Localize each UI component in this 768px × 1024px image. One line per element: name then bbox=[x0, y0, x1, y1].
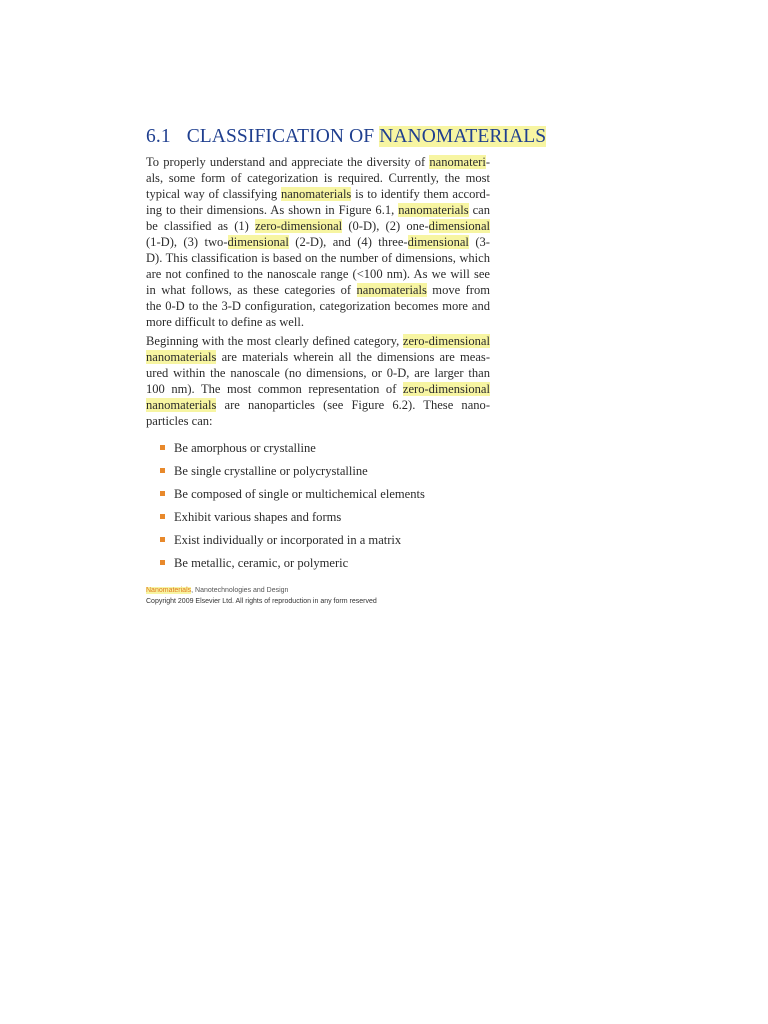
list-item bbox=[160, 555, 425, 578]
highlighted-term: nanomaterials bbox=[356, 283, 427, 298]
text-line bbox=[146, 170, 490, 186]
highlighted-term: zero-dimensional bbox=[402, 334, 490, 348]
text-line bbox=[146, 349, 490, 365]
text-line bbox=[146, 202, 490, 218]
text-segment: typical way of classifying bbox=[146, 187, 281, 202]
text-segment: is to identify them accord- bbox=[351, 187, 490, 202]
nanoparticle-properties-list bbox=[160, 440, 425, 579]
text-segment: ured within the nanoscale (no dimensions, or 0-D, are larger than bbox=[146, 366, 490, 381]
bullet-square-icon bbox=[160, 514, 165, 519]
text-segment: als bbox=[146, 171, 160, 186]
list-item bbox=[160, 532, 425, 555]
text-line bbox=[146, 186, 490, 202]
bullet-square-icon bbox=[160, 491, 165, 496]
bullet-square-icon bbox=[160, 537, 165, 542]
section-title-prefix: CLASSIFICATION OF bbox=[186, 126, 380, 147]
list-item bbox=[160, 486, 425, 509]
text-segment: 100 nm). The most common representation of bbox=[146, 382, 403, 397]
text-line bbox=[146, 154, 490, 170]
text-line bbox=[146, 234, 490, 250]
highlighted-term: nanomateri bbox=[429, 155, 486, 169]
text-line bbox=[146, 298, 490, 314]
list-item bbox=[160, 440, 425, 463]
list-item-text: Be single crystalline or polycrystalline bbox=[174, 464, 368, 479]
text-segment: - bbox=[485, 155, 490, 169]
text-line bbox=[146, 365, 490, 381]
highlighted-term: dimensional bbox=[428, 219, 491, 234]
book-title-line bbox=[146, 586, 377, 597]
section-number: 6.1 bbox=[146, 126, 171, 147]
text-segment: are nanoparticles (see Figure 6.2). These nano- bbox=[216, 398, 490, 413]
text-line bbox=[146, 413, 490, 429]
list-item bbox=[160, 463, 425, 486]
text-line bbox=[146, 282, 490, 298]
list-item bbox=[160, 509, 425, 532]
section-heading bbox=[146, 126, 546, 148]
bullet-square-icon bbox=[160, 445, 165, 450]
copyright-line: Copyright 2009 Elsevier Ltd. All rights of reproduction in any form reserved bbox=[146, 597, 377, 605]
highlighted-term: zero-dimensional bbox=[402, 382, 490, 397]
book-title-highlight: Nanomaterials bbox=[146, 587, 192, 594]
text-segment: (2-D), and (4) three- bbox=[288, 235, 408, 250]
text-segment: particles can: bbox=[146, 414, 213, 429]
paragraph-zero-dimensional bbox=[146, 333, 490, 429]
highlighted-term: dimensional bbox=[407, 235, 469, 250]
text-segment: ing to their dimensions. As shown in Figure 6.1, bbox=[146, 203, 399, 218]
text-segment: To properly understand and appreciate the diversity of bbox=[146, 155, 430, 169]
highlighted-term: dimensional bbox=[227, 235, 289, 250]
text-line bbox=[146, 381, 490, 397]
text-segment: , some form of categorization is required. Currently, the most bbox=[159, 171, 490, 186]
highlighted-term: nanomaterials bbox=[398, 203, 469, 218]
text-segment: be classified as (1) bbox=[146, 219, 256, 234]
text-segment: are materials wherein all the dimensions are meas- bbox=[216, 350, 490, 365]
list-item-text: Be composed of single or multichemical elements bbox=[174, 487, 425, 502]
text-segment: (0-D), (2) one- bbox=[342, 219, 429, 234]
text-line bbox=[146, 333, 490, 349]
text-line bbox=[146, 397, 490, 413]
page-footer bbox=[146, 586, 377, 607]
text-line bbox=[146, 314, 490, 330]
text-line bbox=[146, 250, 490, 266]
text-segment: in what follows, as these categories of bbox=[146, 283, 357, 298]
list-item-text: Exist individually or incorporated in a matrix bbox=[174, 533, 402, 548]
section-title-highlight: NANOMATERIALS bbox=[379, 126, 547, 147]
text-line bbox=[146, 266, 490, 282]
text-segment: Beginning with the most clearly defined category, bbox=[146, 334, 403, 348]
list-item-text: Be metallic, ceramic, or polymeric bbox=[174, 556, 349, 571]
text-line bbox=[146, 218, 490, 234]
text-segment: (1-D), (3) two- bbox=[146, 235, 228, 250]
highlighted-term: nanomaterials bbox=[146, 398, 217, 413]
text-segment: more difficult to define as well. bbox=[146, 315, 304, 330]
list-item-text: Exhibit various shapes and forms bbox=[174, 510, 342, 525]
text-segment: are not confined to the nanoscale range (<100 nm). As we will see bbox=[146, 267, 490, 282]
text-segment: the 0-D to the 3-D configuration, categorization becomes more and bbox=[146, 299, 490, 314]
bullet-square-icon bbox=[160, 468, 165, 473]
bullet-square-icon bbox=[160, 560, 165, 565]
text-segment: can bbox=[468, 203, 490, 218]
text-segment: D). This classification is based on the number of dimensions, which bbox=[146, 251, 490, 266]
text-segment: move from bbox=[426, 283, 491, 298]
text-segment: (3- bbox=[468, 235, 490, 250]
highlighted-term: zero-dimensional bbox=[255, 219, 343, 234]
highlighted-term: nanomaterials bbox=[280, 187, 352, 202]
highlighted-term: nanomaterials bbox=[146, 350, 217, 365]
list-item-text: Be amorphous or crystalline bbox=[174, 441, 316, 455]
book-title-rest: , Nanotechnologies and Design bbox=[191, 587, 289, 594]
paragraph-classification bbox=[146, 154, 490, 331]
